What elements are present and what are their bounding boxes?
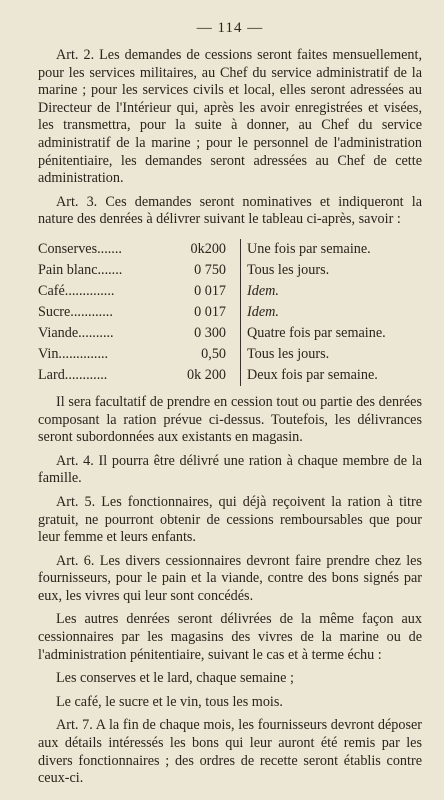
- article-2: Art. 2. Les demandes de cessions seront faites mensuellement, pour les services militaires, au Chef du service administratif de la marine ; pour les services civils et local, elles seront adressées au Directeur de l'Intérieur qui, après les avoir enregistrées et visées, les transmettra, pour la suite à donner, au Chef du service administratif de la marine ; pour le personnel de l'administration pénitentiaire, les demandes seront adressées au Chef de cette administration.: [38, 47, 422, 187]
- ration-item: Vin..............: [38, 345, 109, 362]
- page-number: — 114 —: [196, 20, 264, 36]
- ration-quantity: 0 300: [194, 324, 226, 341]
- ration-quantity: 0 750: [194, 261, 226, 278]
- ration-quantity: 0,50: [201, 345, 226, 362]
- ration-row: [38, 344, 386, 365]
- ration-item: Lard............: [38, 366, 108, 383]
- ration-frequency: Idem.: [241, 302, 386, 323]
- article-7: Art. 7. A la fin de chaque mois, les fournisseurs devront déposer aux détails intéressés les bons qui leur auront été remis par les divers fonctionnaires ; des ordres de recette seront établis contre ceux-ci.: [38, 717, 422, 787]
- ration-frequency: Idem.: [241, 281, 386, 302]
- rations-table: [38, 239, 386, 386]
- article-6-paragraph-2: Les autres denrées seront délivrées de la même façon aux cessionnaires par les magasins des vivres de la marine ou de l'administration pénitentiaire, suivant le cas et à terme échu :: [38, 611, 422, 663]
- ration-item: Conserves.......: [38, 240, 122, 257]
- ration-row: [38, 260, 386, 281]
- ration-quantity: 0k 200: [186, 366, 226, 383]
- article-6: Art. 6. Les divers cessionnaires devront faire prendre chez les fournisseurs, pour le pain et la viande, contre des bons signés par eux, les vivres qui leur sont concédés.: [38, 552, 422, 604]
- ration-frequency: Tous les jours.: [241, 260, 386, 281]
- ration-quantity: 0 017: [194, 303, 226, 320]
- article-5: Art. 5. Les fonctionnaires, qui déjà reçoivent la ration à titre gratuit, ne pourront obtenir de cessions remboursables que pour leur femme et leurs enfants.: [38, 493, 422, 546]
- article-6-item-preserves: Les conserves et le lard, chaque semaine ;: [56, 670, 294, 687]
- ration-frequency: Quatre fois par semaine.: [241, 323, 386, 344]
- ration-frequency: Tous les jours.: [241, 344, 386, 365]
- ration-quantity: 0k200: [190, 240, 226, 257]
- article-6-item-coffee: Le café, le sucre et le vin, tous les mois.: [56, 693, 283, 710]
- ration-row: [38, 239, 386, 260]
- ration-item: Pain blanc.......: [38, 261, 123, 278]
- ration-item: Viande..........: [38, 324, 114, 341]
- ration-frequency: Une fois par semaine.: [241, 239, 386, 260]
- ration-row: [38, 281, 386, 302]
- article-3: Art. 3. Ces demandes seront nominatives et indiqueront la nature des denrées à délivrer suivant le tableau ci-après, savoir :: [38, 193, 422, 228]
- ration-row: [38, 365, 386, 386]
- ration-row: [38, 323, 386, 344]
- ration-row: [38, 302, 386, 323]
- article-3-note: Il sera facultatif de prendre en cession tout ou partie des denrées composant la ration prévue ci-dessus. Toutefois, les délivrances seront subordonnées aux existants en magasin.: [38, 393, 422, 446]
- ration-frequency: Deux fois par semaine.: [241, 365, 386, 386]
- article-4: Art. 4. Il pourra être délivré une ration à chaque membre de la famille.: [38, 452, 422, 487]
- ration-quantity: 0 017: [194, 282, 226, 299]
- ration-item: Sucre............: [38, 303, 113, 320]
- ration-item: Café..............: [38, 282, 115, 299]
